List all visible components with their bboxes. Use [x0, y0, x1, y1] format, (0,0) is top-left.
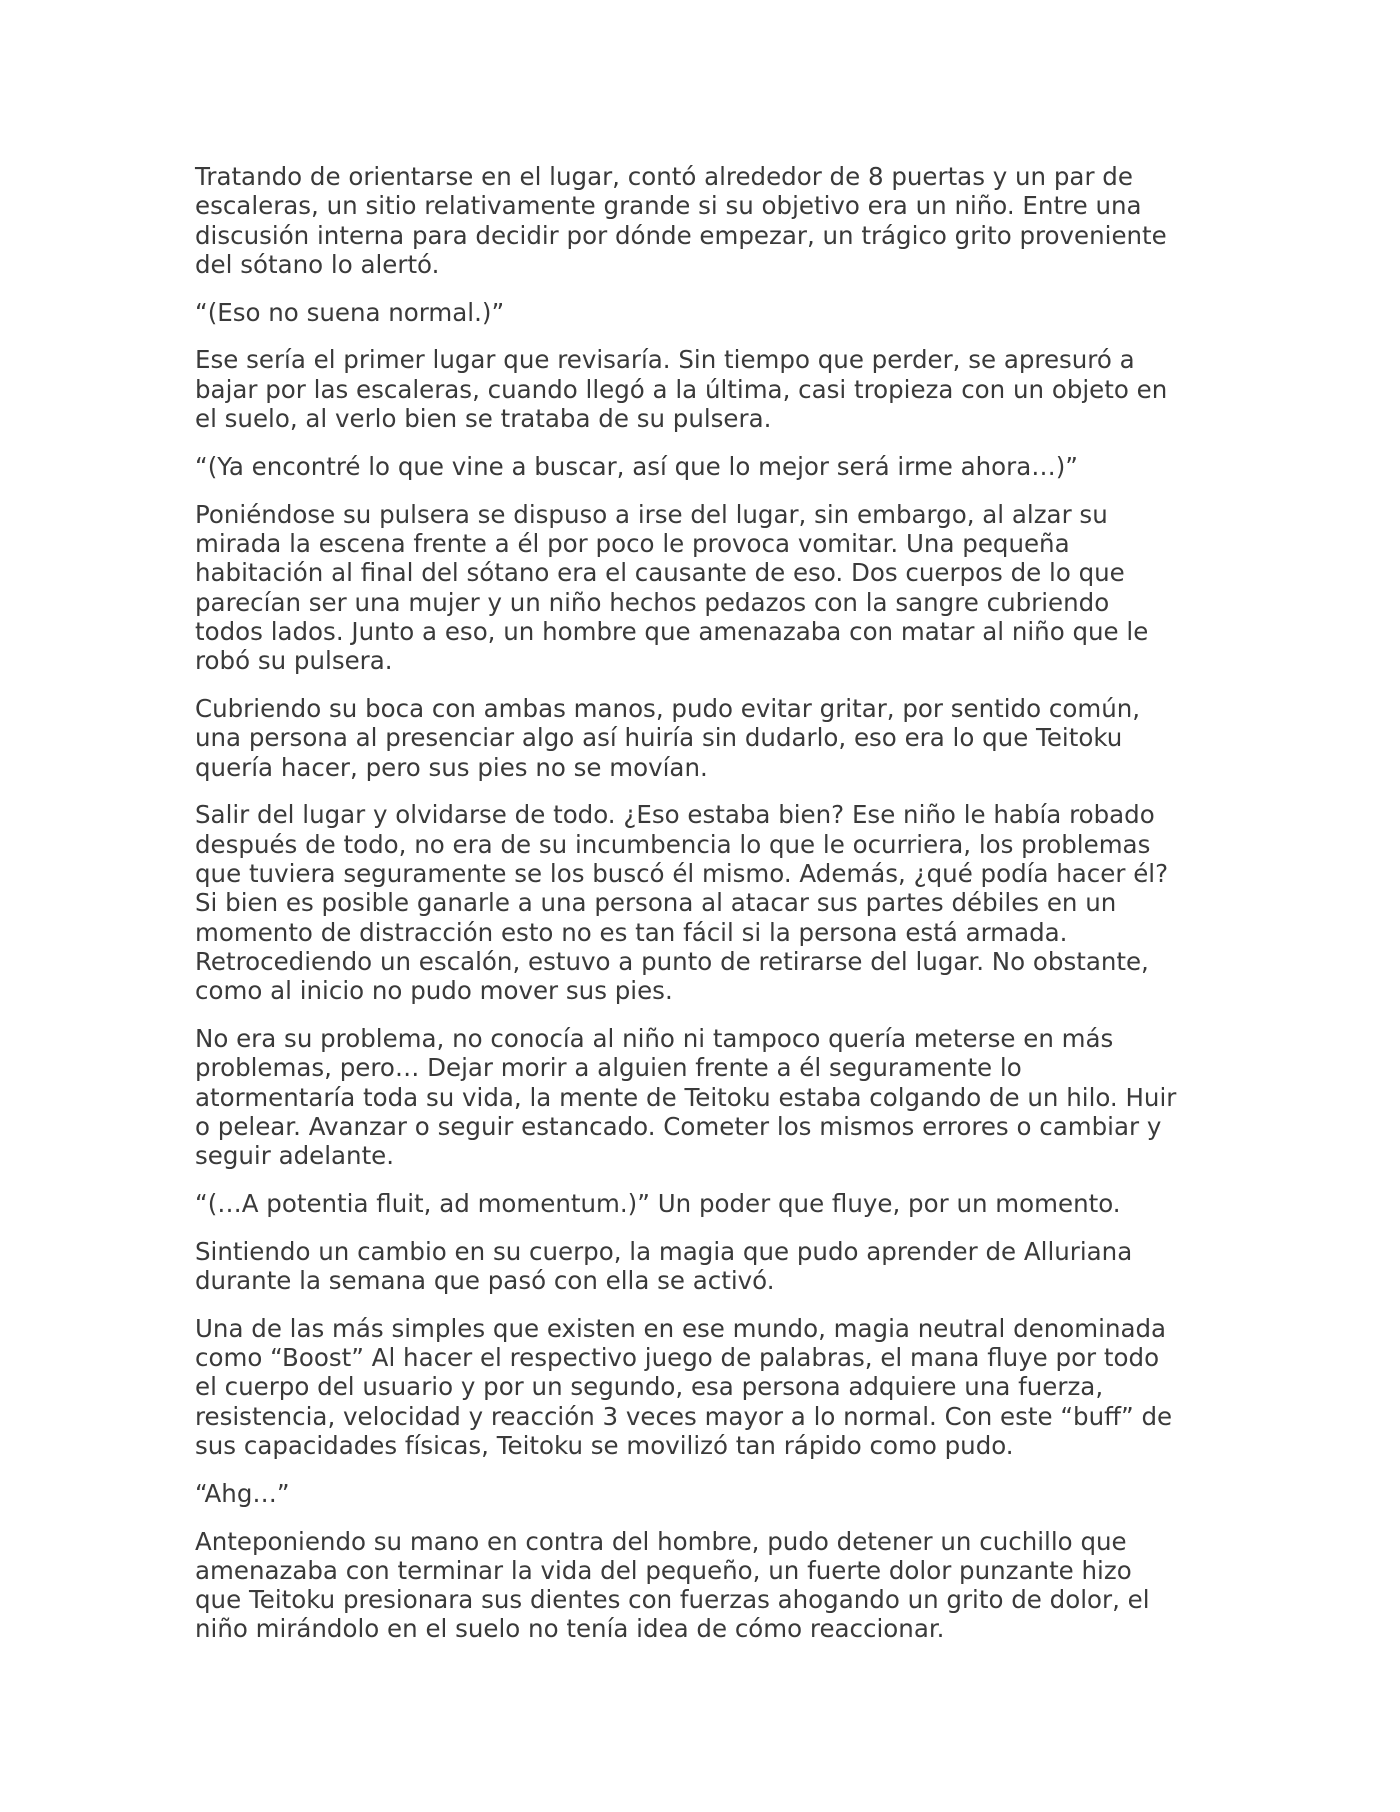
- paragraph: No era su problema, no conocía al niño ni tampoco quería meterse en más problemas, pero… Dejar morir a alguien frente a él seguramente lo atormentaría toda su vida, la mente de Teitoku estaba colgando de un hilo. Huir o pelear. Avanzar o seguir estancado. Cometer los mismos errores o cambiar y seguir adelante.: [195, 1023, 1177, 1171]
- paragraph: “Ahg…”: [195, 1478, 290, 1508]
- paragraph: Poniéndose su pulsera se dispuso a irse del lugar, sin embargo, al alzar su mirada la escena frente a él por poco le provoca vomitar. Una pequeña habitación al final del sótano era el causante de eso. Dos cuerpos de lo que parecían ser una mujer y un niño hechos pedazos con la sangre cubriendo todos lados. Junto a eso, un hombre que amenazaba con matar al niño que le robó su pulsera.: [195, 499, 1149, 676]
- paragraph: “(…A potentia fluit, ad momentum.)” Un poder que fluye, por un momento.: [195, 1188, 1121, 1218]
- document-page: [195, 162, 1220, 1662]
- paragraph: “(Eso no suena normal.)”: [195, 297, 505, 327]
- paragraph: “(Ya encontré lo que vine a buscar, así que lo mejor será irme ahora…)”: [195, 451, 1078, 481]
- paragraph: Una de las más simples que existen en ese mundo, magia neutral denominada como “Boost” Al hacer el respectivo juego de palabras, el mana fluye por todo el cuerpo del usuario y por un segundo, esa persona adquiere una fuerza, resistencia, velocidad y reacción 3 veces mayor a lo normal. Con este “buff” de sus capacidades físicas, Teitoku se movilizó tan rápido como pudo.: [195, 1313, 1173, 1460]
- paragraph: Anteponiendo su mano en contra del hombre, pudo detener un cuchillo que amenazaba con terminar la vida del pequeño, un fuerte dolor punzante hizo que Teitoku presionara sus dientes con fuerzas ahogando un grito de dolor, el niño mirándolo en el suelo no tenía idea de cómo reaccionar.: [195, 1526, 1150, 1644]
- paragraph: Tratando de orientarse en el lugar, contó alrededor de 8 puertas y un par de escaleras, un sitio relativamente grande si su objetivo era un niño. Entre una discusión interna para decidir por dónde empezar, un trágico grito proveniente del sótano lo alertó.: [195, 162, 1167, 279]
- paragraph: Sintiendo un cambio en su cuerpo, la magia que pudo aprender de Alluriana durante la semana que pasó con ella se activó.: [195, 1236, 1133, 1295]
- paragraph: Ese sería el primer lugar que revisaría. Sin tiempo que perder, se apresuró a bajar por las escaleras, cuando llegó a la última, casi tropieza con un objeto en el suelo, al verlo bien se trataba de su pulsera.: [195, 345, 1168, 434]
- paragraph: Salir del lugar y olvidarse de todo. ¿Eso estaba bien? Ese niño le había robado después de todo, no era de su incumbencia lo que le ocurriera, los problemas que tuviera seguramente se los buscó él mismo. Además, ¿qué podía hacer él? Si bien es posible ganarle a una persona al atacar sus partes débiles en un momento de distracción esto no es tan fácil si la persona está armada. Retrocediendo un escalón, estuvo a punto de retirarse del lugar. No obstante, como al inicio no pudo mover sus pies.: [195, 800, 1169, 1006]
- paragraph: Cubriendo su boca con ambas manos, pudo evitar gritar, por sentido común, una persona al presenciar algo así huiría sin dudarlo, eso era lo que Teitoku quería hacer, pero sus pies no se movían.: [195, 693, 1141, 782]
